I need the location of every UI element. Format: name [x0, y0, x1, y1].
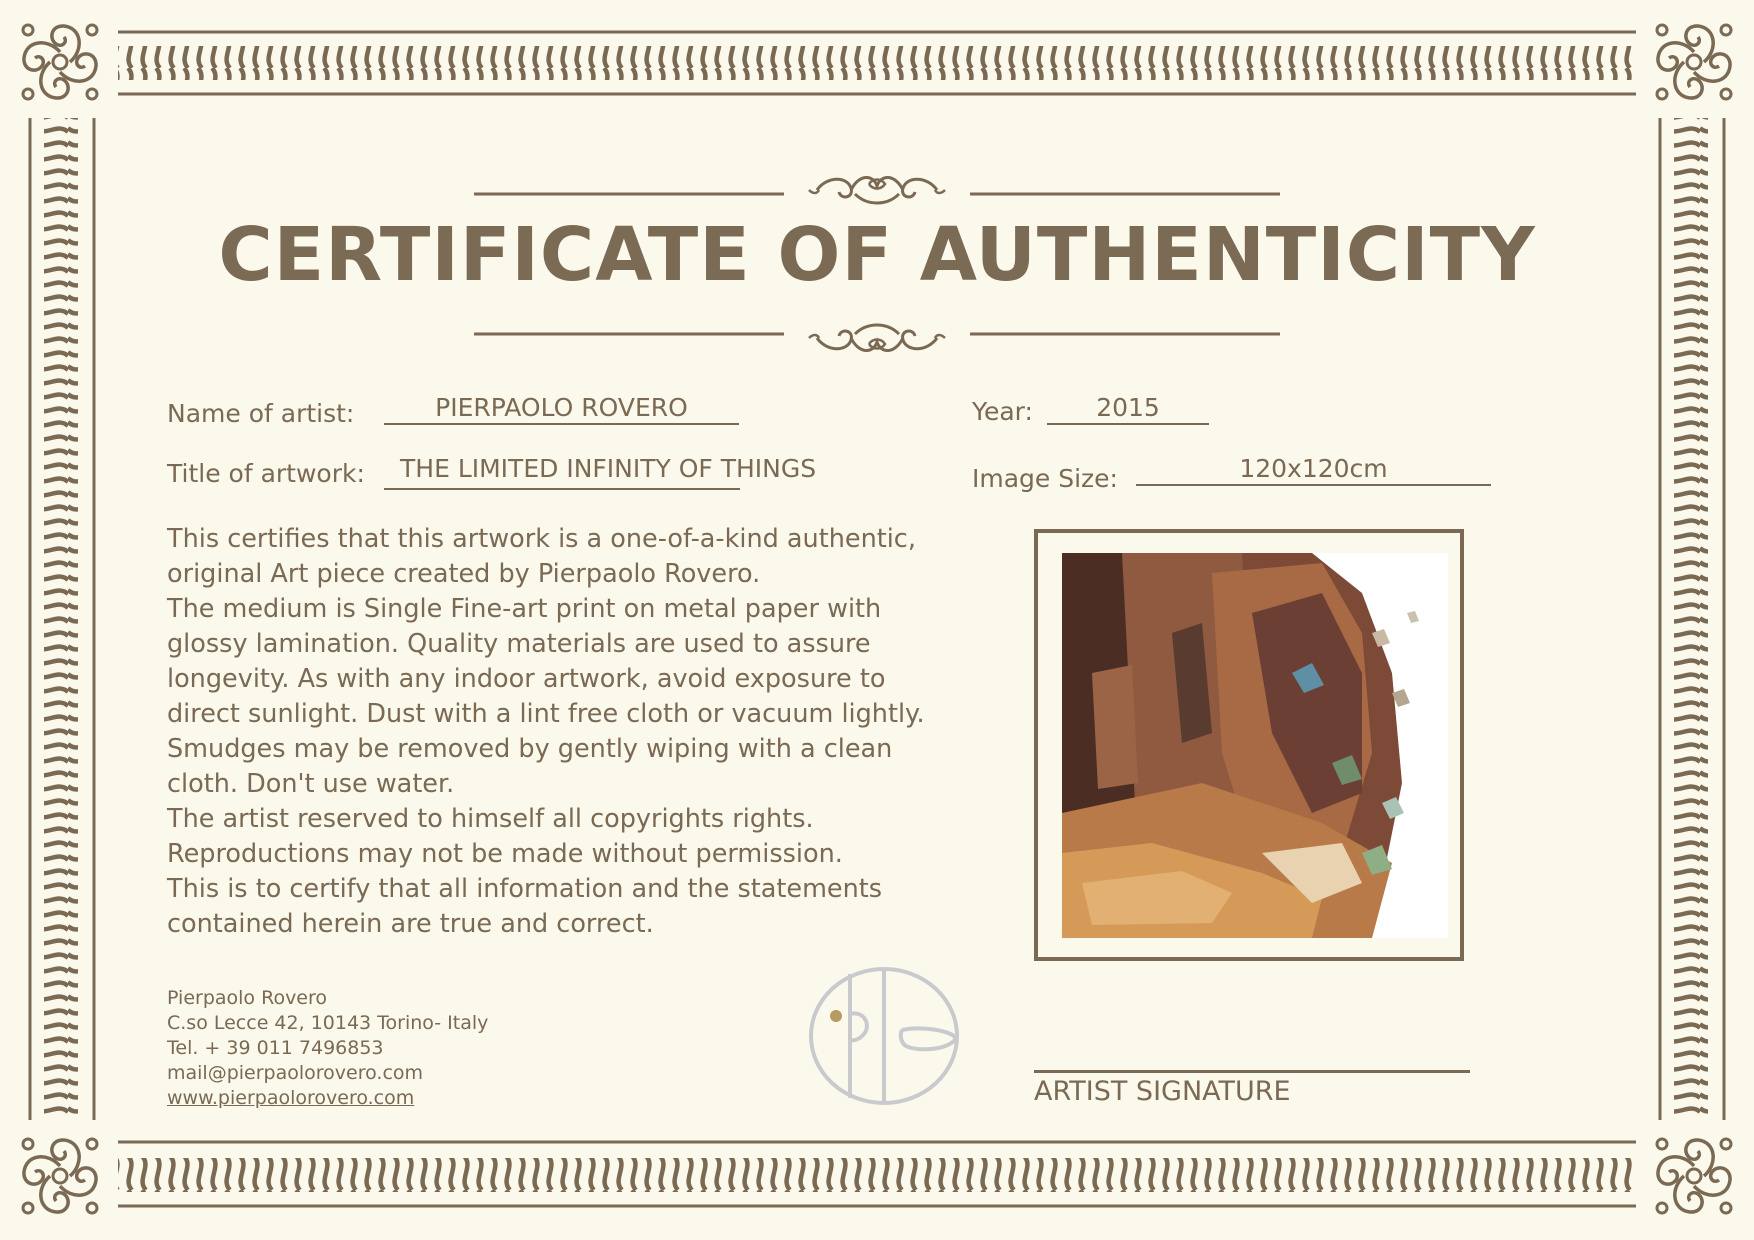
swirl-ornament-icon [1657, 1139, 1731, 1213]
body-line: contained herein are true and correct. [167, 909, 654, 939]
body-line: glossy lamination. Quality materials are used to assure [167, 629, 871, 659]
body-line: longevity. As with any indoor artwork, avoid exposure to [167, 664, 886, 694]
body-line: The artist reserved to himself all copyrights rights. [167, 804, 814, 834]
signature-line [1034, 1070, 1470, 1073]
body-line: The medium is Single Fine-art print on metal paper with [167, 594, 882, 624]
artist-signature-label: ARTIST SIGNATURE [1034, 1076, 1291, 1107]
artist-label: Name of artist: [167, 399, 355, 428]
body-line: original Art piece created by Pierpaolo Rovero. [167, 559, 761, 589]
artwork-value: THE LIMITED INFINITY OF THINGS [400, 454, 817, 483]
contact-email[interactable]: mail@pierpaolorovero.com [167, 1062, 424, 1084]
body-line: This is to certify that all information and the statements [167, 874, 883, 904]
body-line: cloth. Don't use water. [167, 769, 455, 799]
contact-address: C.so Lecce 42, 10143 Torino- Italy [167, 1012, 489, 1034]
artwork-label: Title of artwork: [167, 459, 365, 488]
flourish-ornament-icon [809, 177, 945, 203]
year-label: Year: [972, 397, 1033, 426]
swirl-ornament-icon [23, 1139, 97, 1213]
body-line: This certifies that this artwork is a one-of-a-kind authentic, [167, 524, 916, 554]
flourish-ornament-icon [809, 325, 945, 351]
year-value: 2015 [1047, 393, 1209, 425]
size-value: 120x120cm [1136, 454, 1491, 486]
artist-value: PIERPAOLO ROVERO [384, 393, 739, 425]
certificate-body-text [167, 522, 957, 942]
body-line: Smudges may be removed by gently wiping with a clean [167, 734, 893, 764]
swirl-ornament-icon [1657, 25, 1731, 99]
artwork-underline [384, 488, 740, 490]
certificate-title: CERTIFICATE OF AUTHENTICITY [218, 212, 1536, 298]
contact-block [167, 986, 488, 1111]
artist-monogram-logo [806, 966, 962, 1106]
contact-website-link[interactable]: www.pierpaolorovero.com [167, 1087, 415, 1109]
body-line: Reproductions may not be made without permission. [167, 839, 843, 869]
swirl-ornament-icon [23, 25, 97, 99]
contact-phone: Tel. + 39 011 7496853 [167, 1037, 384, 1059]
body-line: direct sunlight. Dust with a lint free cloth or vacuum lightly. [167, 699, 925, 729]
contact-name: Pierpaolo Rovero [167, 987, 328, 1009]
size-label: Image Size: [972, 464, 1118, 493]
artwork-image [1062, 553, 1448, 938]
